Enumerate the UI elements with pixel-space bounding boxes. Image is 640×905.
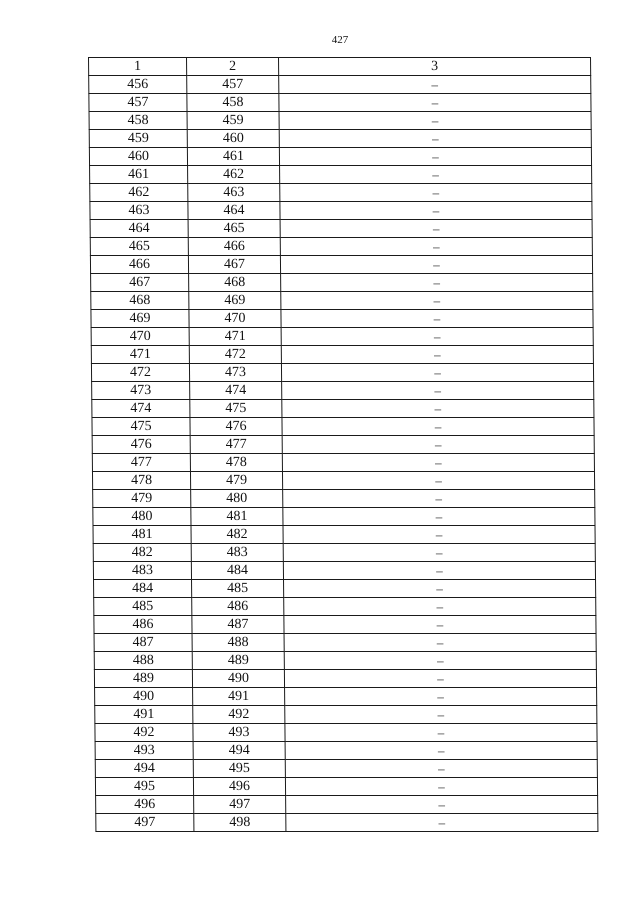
table-row [94,616,596,634]
table-row [89,94,591,112]
cell-col-1: 460 [89,148,187,166]
table-row [94,634,596,652]
table-row [94,598,596,616]
cell-col-1: 466 [90,256,188,274]
cell-col-1: 468 [91,292,189,310]
cell-col-3: – [283,526,595,544]
table-row [93,526,595,544]
table-row [90,238,592,256]
cell-col-1: 486 [94,616,192,634]
cell-col-1: 497 [96,814,194,832]
cell-col-1: 469 [91,310,189,328]
table-row [95,724,597,742]
cell-col-1: 481 [93,526,191,544]
cell-col-3: – [279,94,591,112]
table-row [89,130,591,148]
table-row [93,490,595,508]
cell-col-3: – [283,508,595,526]
cell-col-3: – [282,418,594,436]
table-row [95,706,597,724]
table-row [90,202,592,220]
cell-col-3: – [281,274,593,292]
table-row [92,400,594,418]
table-row [95,688,597,706]
cell-col-2: 483 [191,544,283,562]
cell-col-2: 473 [189,364,281,382]
cell-col-2: 488 [192,634,284,652]
cell-col-3: – [280,184,592,202]
column-header-3: 3 [279,58,591,76]
page-number: 427 [331,34,349,46]
cell-col-3: – [284,598,596,616]
cell-col-2: 472 [189,346,281,364]
cell-col-2: 464 [188,202,280,220]
cell-col-1: 490 [95,688,193,706]
table-row [93,508,595,526]
table-row [95,760,597,778]
cell-col-3: – [284,634,596,652]
cell-col-2: 465 [188,220,280,238]
table-row [95,778,597,796]
table-row [92,382,594,400]
cell-col-2: 458 [187,94,279,112]
cell-col-3: – [285,688,597,706]
table-row [89,112,591,130]
cell-col-1: 475 [92,418,190,436]
cell-col-2: 497 [194,796,286,814]
cell-col-2: 498 [194,814,286,832]
cell-col-1: 477 [92,454,190,472]
cell-col-3: – [286,796,598,814]
cell-col-1: 470 [91,328,189,346]
cell-col-2: 496 [193,778,285,796]
table-row [91,328,593,346]
column-header-2: 2 [187,58,279,76]
cell-col-2: 460 [187,130,279,148]
cell-col-2: 462 [188,166,280,184]
cell-col-3: – [280,256,592,274]
cell-col-1: 465 [90,238,188,256]
table-row [91,292,593,310]
cell-col-1: 478 [92,472,190,490]
cell-col-1: 495 [95,778,193,796]
cell-col-3: – [280,238,592,256]
cell-col-2: 494 [193,742,285,760]
cell-col-2: 463 [188,184,280,202]
table-row [91,274,593,292]
table-row [91,310,593,328]
data-table [88,57,598,832]
cell-col-3: – [283,544,595,562]
table-header [89,58,591,76]
cell-col-2: 480 [191,490,283,508]
cell-col-2: 479 [190,472,282,490]
table-row [94,652,596,670]
cell-col-1: 461 [90,166,188,184]
cell-col-1: 485 [94,598,192,616]
cell-col-1: 484 [94,580,192,598]
cell-col-2: 487 [192,616,284,634]
cell-col-3: – [279,112,591,130]
cell-col-3: – [286,814,598,832]
column-header-1: 1 [89,58,187,76]
cell-col-1: 472 [91,364,189,382]
cell-col-3: – [282,454,594,472]
table-row [90,166,592,184]
cell-col-2: 468 [189,274,281,292]
cell-col-1: 493 [95,742,193,760]
cell-col-3: – [282,382,594,400]
cell-col-1: 488 [94,652,192,670]
cell-col-3: – [284,616,596,634]
cell-col-3: – [285,778,597,796]
table-row [94,670,596,688]
cell-col-2: 477 [190,436,282,454]
cell-col-3: – [280,202,592,220]
table-row [96,814,598,832]
cell-col-3: – [282,400,594,418]
cell-col-1: 473 [92,382,190,400]
table-row [90,256,592,274]
cell-col-1: 483 [93,562,191,580]
table-row [89,148,591,166]
cell-col-2: 471 [189,328,281,346]
cell-col-2: 459 [187,112,279,130]
cell-col-3: – [284,652,596,670]
cell-col-1: 456 [89,76,187,94]
cell-col-3: – [285,724,597,742]
table-row [93,544,595,562]
cell-col-2: 474 [190,382,282,400]
cell-col-2: 470 [189,310,281,328]
cell-col-1: 459 [89,130,187,148]
cell-col-3: – [284,580,596,598]
cell-col-2: 478 [190,454,282,472]
cell-col-3: – [282,436,594,454]
cell-col-1: 496 [96,796,194,814]
cell-col-2: 495 [193,760,285,778]
table-row [95,742,597,760]
cell-col-2: 466 [188,238,280,256]
cell-col-1: 474 [92,400,190,418]
cell-col-1: 489 [94,670,192,688]
cell-col-2: 493 [193,724,285,742]
cell-col-3: – [284,670,596,688]
cell-col-2: 475 [190,400,282,418]
cell-col-1: 463 [90,202,188,220]
cell-col-3: – [281,292,593,310]
cell-col-1: 487 [94,634,192,652]
cell-col-2: 486 [192,598,284,616]
cell-col-1: 462 [90,184,188,202]
cell-col-3: – [283,490,595,508]
table-row [96,796,598,814]
cell-col-3: – [281,364,593,382]
cell-col-2: 481 [191,508,283,526]
cell-col-2: 469 [189,292,281,310]
cell-col-1: 458 [89,112,187,130]
cell-col-1: 457 [89,94,187,112]
cell-col-3: – [285,742,597,760]
table-row [93,562,595,580]
cell-col-3: – [285,760,597,778]
table-row [89,76,591,94]
cell-col-1: 467 [91,274,189,292]
cell-col-2: 461 [187,148,279,166]
cell-col-1: 494 [95,760,193,778]
cell-col-2: 476 [190,418,282,436]
table-body [89,76,598,832]
cell-col-1: 479 [93,490,191,508]
cell-col-3: – [280,220,592,238]
cell-col-1: 464 [90,220,188,238]
cell-col-1: 482 [93,544,191,562]
table-row [92,472,594,490]
cell-col-2: 492 [193,706,285,724]
cell-col-3: – [281,346,593,364]
table-row [92,418,594,436]
table-row [90,220,592,238]
cell-col-3: – [279,76,591,94]
cell-col-1: 491 [95,706,193,724]
cell-col-2: 485 [192,580,284,598]
cell-col-3: – [282,472,594,490]
cell-col-3: – [281,310,593,328]
cell-col-1: 492 [95,724,193,742]
table-row [92,454,594,472]
cell-col-3: – [279,130,591,148]
header-row [89,58,591,76]
cell-col-3: – [279,148,591,166]
cell-col-3: – [280,166,592,184]
table-row [94,580,596,598]
cell-col-2: 482 [191,526,283,544]
cell-col-2: 457 [187,76,279,94]
cell-col-1: 480 [93,508,191,526]
table-row [92,436,594,454]
cell-col-3: – [285,706,597,724]
table-row [91,346,593,364]
table-row [90,184,592,202]
cell-col-1: 476 [92,436,190,454]
cell-col-2: 491 [193,688,285,706]
cell-col-3: – [283,562,595,580]
cell-col-2: 490 [192,670,284,688]
cell-col-3: – [281,328,593,346]
cell-col-2: 484 [191,562,283,580]
cell-col-2: 489 [192,652,284,670]
cell-col-1: 471 [91,346,189,364]
cell-col-2: 467 [188,256,280,274]
table-row [91,364,593,382]
